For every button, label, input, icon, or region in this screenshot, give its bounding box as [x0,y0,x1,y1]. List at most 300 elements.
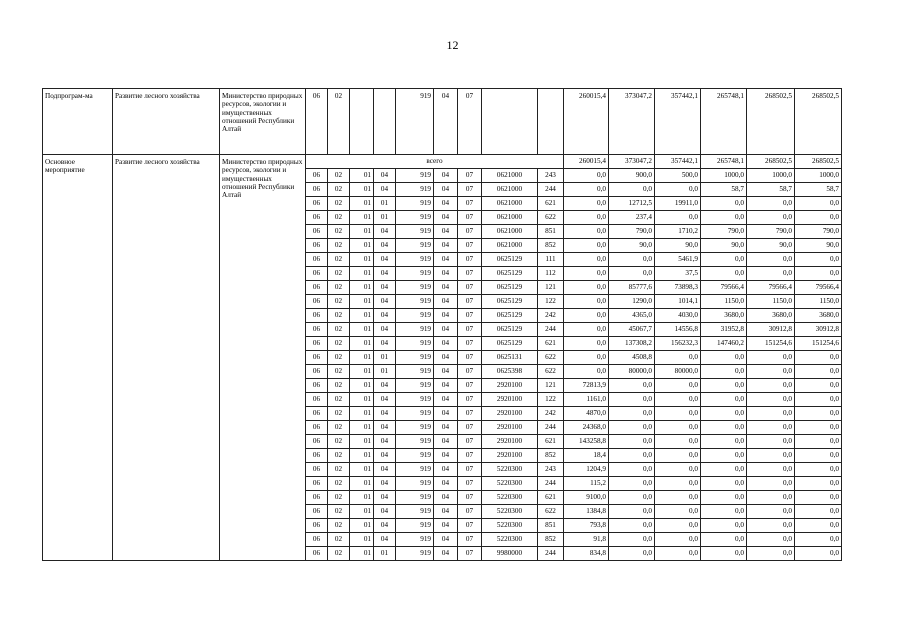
code-cell: 02 [328,519,350,533]
code-cell: 919 [396,463,434,477]
code-cell: 04 [434,491,458,505]
value-cell: 0,0 [747,533,795,547]
code-cell: 07 [458,407,482,421]
code-cell: 07 [458,183,482,197]
code-cell: 02 [328,393,350,407]
code-cell: 2920100 [482,407,538,421]
code-cell: 06 [306,463,328,477]
code-cell: 02 [328,533,350,547]
value-cell: 0,0 [795,365,842,379]
code-cell: 07 [458,365,482,379]
value-cell: 0,0 [795,267,842,281]
code-cell: 02 [328,197,350,211]
code-cell: 06 [306,505,328,519]
value-cell: 91,8 [564,533,609,547]
code-cell: 242 [538,309,564,323]
code-cell: 04 [374,505,396,519]
code-cell: 5220300 [482,491,538,505]
code-cell [350,89,374,155]
value-cell: 0,0 [701,253,747,267]
code-cell: 02 [328,379,350,393]
code-cell: 07 [458,337,482,351]
code-cell: 02 [328,365,350,379]
code-cell: 04 [434,89,458,155]
code-cell: 0621000 [482,239,538,253]
code-cell: 02 [328,491,350,505]
code-cell: 07 [458,89,482,155]
value-cell: 0,0 [795,477,842,491]
code-cell: 0625129 [482,253,538,267]
code-cell: 07 [458,197,482,211]
code-cell: 0621000 [482,211,538,225]
value-cell: 0,0 [701,407,747,421]
code-cell: 04 [374,379,396,393]
code-cell: 01 [350,393,374,407]
code-cell: 04 [374,309,396,323]
value-cell: 0,0 [564,267,609,281]
code-cell: 04 [374,253,396,267]
code-cell: 851 [538,519,564,533]
code-cell: 06 [306,337,328,351]
code-cell: 04 [434,351,458,365]
value-cell: 9100,0 [564,491,609,505]
code-cell: 01 [350,351,374,365]
code-cell: 01 [350,547,374,561]
code-cell: 07 [458,253,482,267]
code-cell: 0625131 [482,351,538,365]
code-cell: 04 [434,281,458,295]
value-cell: 24368,0 [564,421,609,435]
value-cell: 151254,6 [795,337,842,351]
value-cell: 0,0 [701,463,747,477]
value-cell: 500,0 [655,169,701,183]
code-cell: 2920100 [482,449,538,463]
code-cell: 01 [350,491,374,505]
code-cell: 621 [538,337,564,351]
value-cell: 0,0 [701,547,747,561]
value-cell: 0,0 [701,449,747,463]
value-cell: 0,0 [655,393,701,407]
value-cell: 58,7 [747,183,795,197]
code-cell: 622 [538,351,564,365]
value-cell: 0,0 [655,421,701,435]
code-cell: 07 [458,393,482,407]
code-cell: 04 [434,309,458,323]
value-cell: 0,0 [747,421,795,435]
code-cell: 04 [434,211,458,225]
code-cell: 0621000 [482,197,538,211]
value-cell: 790,0 [795,225,842,239]
code-cell: 01 [350,505,374,519]
code-cell: 2920100 [482,421,538,435]
value-cell: 0,0 [747,393,795,407]
value-cell: 5461,9 [655,253,701,267]
code-cell: 621 [538,197,564,211]
code-cell: 02 [328,281,350,295]
value-cell: 0,0 [609,505,655,519]
code-cell: 852 [538,449,564,463]
code-cell: 112 [538,267,564,281]
value-cell: 0,0 [609,253,655,267]
code-cell [538,89,564,155]
code-cell: 04 [434,393,458,407]
code-cell: 04 [434,169,458,183]
value-cell: 0,0 [747,519,795,533]
value-cell: 0,0 [655,449,701,463]
value-cell: 0,0 [655,351,701,365]
value-cell: 0,0 [655,407,701,421]
code-cell: 07 [458,351,482,365]
value-cell: 0,0 [564,365,609,379]
value-cell: 0,0 [609,519,655,533]
value-cell: 0,0 [747,379,795,393]
main-activity-total-row [43,155,842,169]
value-cell: 0,0 [747,505,795,519]
code-cell: 06 [306,533,328,547]
value-cell: 265748,1 [701,155,747,169]
code-cell: 244 [538,421,564,435]
code-cell: 2920100 [482,435,538,449]
value-cell: 0,0 [747,547,795,561]
code-cell: 07 [458,491,482,505]
value-cell: 80000,0 [655,365,701,379]
code-cell: 0621000 [482,169,538,183]
code-cell: 02 [328,421,350,435]
value-cell: 0,0 [795,533,842,547]
value-cell: 0,0 [701,267,747,281]
code-cell: 919 [396,435,434,449]
value-cell: 4030,0 [655,309,701,323]
value-cell: 1150,0 [701,295,747,309]
value-cell: 0,0 [701,519,747,533]
code-cell: 919 [396,225,434,239]
code-cell: 07 [458,169,482,183]
code-cell: 06 [306,547,328,561]
value-cell: 30912,8 [795,323,842,337]
code-cell: 04 [434,421,458,435]
value-cell: 0,0 [609,477,655,491]
code-cell: 919 [396,421,434,435]
subprogram-name-cell: Развитие лесного хозяйства [113,89,220,155]
value-cell: 0,0 [655,211,701,225]
code-cell: 621 [538,435,564,449]
code-cell: 04 [374,169,396,183]
value-cell: 90,0 [655,239,701,253]
code-cell: 0621000 [482,183,538,197]
value-cell: 0,0 [701,351,747,365]
code-cell: 5220300 [482,505,538,519]
value-cell: 0,0 [564,351,609,365]
value-cell: 3680,0 [795,309,842,323]
value-cell: 0,0 [795,491,842,505]
code-cell: 04 [374,239,396,253]
code-cell: 06 [306,295,328,309]
code-cell: 919 [396,89,434,155]
code-cell: 02 [328,267,350,281]
code-cell: 919 [396,533,434,547]
value-cell: 260015,4 [564,155,609,169]
code-cell: 0625129 [482,323,538,337]
value-cell: 14556,8 [655,323,701,337]
code-cell: 04 [434,449,458,463]
code-cell: 07 [458,421,482,435]
code-cell: 01 [350,169,374,183]
value-cell: 268502,5 [795,89,842,155]
value-cell: 147460,2 [701,337,747,351]
code-cell: 852 [538,533,564,547]
value-cell: 0,0 [564,225,609,239]
code-cell: 04 [374,323,396,337]
value-cell: 0,0 [747,253,795,267]
code-cell: 919 [396,365,434,379]
total-label-cell: всего [306,155,564,169]
code-cell: 01 [374,351,396,365]
code-cell: 04 [374,533,396,547]
value-cell: 0,0 [609,407,655,421]
value-cell: 0,0 [747,351,795,365]
code-cell: 06 [306,477,328,491]
code-cell: 111 [538,253,564,267]
value-cell: 0,0 [795,351,842,365]
value-cell: 1290,0 [609,295,655,309]
value-cell: 0,0 [795,393,842,407]
code-cell: 07 [458,323,482,337]
value-cell: 0,0 [701,505,747,519]
subprogram-executor-cell: Министерство природных ресурсов, экологии и имущественных отношений Республики Алтай [220,89,306,155]
code-cell: 01 [350,197,374,211]
value-cell: 237,4 [609,211,655,225]
value-cell: 0,0 [747,435,795,449]
code-cell: 01 [350,421,374,435]
code-cell: 07 [458,239,482,253]
value-cell: 143258,8 [564,435,609,449]
code-cell: 919 [396,323,434,337]
code-cell: 04 [434,267,458,281]
value-cell: 90,0 [701,239,747,253]
code-cell: 04 [434,505,458,519]
value-cell: 357442,1 [655,89,701,155]
code-cell: 01 [350,183,374,197]
code-cell: 919 [396,197,434,211]
code-cell: 919 [396,281,434,295]
code-cell: 919 [396,183,434,197]
code-cell: 04 [374,225,396,239]
value-cell: 30912,8 [747,323,795,337]
code-cell: 01 [350,519,374,533]
value-cell: 0,0 [747,267,795,281]
code-cell: 02 [328,225,350,239]
code-cell: 04 [434,477,458,491]
value-cell: 37,5 [655,267,701,281]
value-cell: 31952,8 [701,323,747,337]
code-cell: 0625129 [482,281,538,295]
code-cell: 5220300 [482,519,538,533]
value-cell: 0,0 [795,197,842,211]
code-cell: 06 [306,379,328,393]
code-cell: 02 [328,477,350,491]
value-cell: 1150,0 [795,295,842,309]
code-cell: 04 [434,323,458,337]
code-cell: 919 [396,449,434,463]
value-cell: 0,0 [701,197,747,211]
value-cell: 0,0 [701,393,747,407]
code-cell: 04 [434,183,458,197]
value-cell: 373047,2 [609,89,655,155]
code-cell: 06 [306,281,328,295]
value-cell: 0,0 [609,393,655,407]
code-cell: 04 [374,435,396,449]
code-cell: 04 [374,463,396,477]
code-cell: 06 [306,435,328,449]
value-cell: 79566,4 [795,281,842,295]
value-cell: 0,0 [655,519,701,533]
value-cell: 0,0 [795,421,842,435]
value-cell: 0,0 [564,239,609,253]
code-cell: 07 [458,547,482,561]
code-cell: 2920100 [482,379,538,393]
code-cell: 919 [396,547,434,561]
value-cell: 0,0 [609,533,655,547]
code-cell: 01 [350,295,374,309]
code-cell: 02 [328,295,350,309]
code-cell: 0625129 [482,309,538,323]
code-cell: 919 [396,239,434,253]
code-cell: 01 [350,407,374,421]
code-cell: 2920100 [482,393,538,407]
code-cell: 242 [538,407,564,421]
code-cell: 919 [396,337,434,351]
code-cell: 0625129 [482,295,538,309]
code-cell: 04 [434,435,458,449]
value-cell: 4870,0 [564,407,609,421]
code-cell [374,89,396,155]
code-cell: 04 [434,547,458,561]
code-cell: 06 [306,169,328,183]
value-cell: 0,0 [795,379,842,393]
code-cell: 01 [350,379,374,393]
code-cell: 01 [374,211,396,225]
code-cell: 04 [434,253,458,267]
code-cell: 244 [538,323,564,337]
value-cell: 0,0 [655,491,701,505]
value-cell: 1000,0 [795,169,842,183]
value-cell: 85777,6 [609,281,655,295]
code-cell: 06 [306,197,328,211]
value-cell: 1161,0 [564,393,609,407]
value-cell: 115,2 [564,477,609,491]
code-cell: 07 [458,379,482,393]
value-cell: 18,4 [564,449,609,463]
code-cell: 0625129 [482,267,538,281]
code-cell: 06 [306,519,328,533]
code-cell: 01 [350,253,374,267]
code-cell: 919 [396,477,434,491]
code-cell: 621 [538,491,564,505]
code-cell: 01 [350,477,374,491]
code-cell: 919 [396,211,434,225]
value-cell: 0,0 [701,421,747,435]
code-cell: 04 [434,239,458,253]
value-cell: 0,0 [609,379,655,393]
value-cell: 0,0 [564,197,609,211]
value-cell: 793,8 [564,519,609,533]
code-cell: 04 [434,519,458,533]
value-cell: 72813,9 [564,379,609,393]
value-cell: 0,0 [747,491,795,505]
code-cell: 04 [374,267,396,281]
code-cell: 0625129 [482,337,538,351]
code-cell [482,89,538,155]
value-cell: 4508,8 [609,351,655,365]
value-cell: 0,0 [655,463,701,477]
code-cell: 06 [306,365,328,379]
code-cell: 04 [374,407,396,421]
value-cell: 0,0 [609,183,655,197]
value-cell: 0,0 [747,463,795,477]
value-cell: 0,0 [609,491,655,505]
value-cell: 373047,2 [609,155,655,169]
code-cell: 01 [350,211,374,225]
code-cell: 04 [374,295,396,309]
code-cell: 02 [328,239,350,253]
code-cell: 01 [350,337,374,351]
value-cell: 0,0 [701,477,747,491]
code-cell: 01 [374,547,396,561]
value-cell: 900,0 [609,169,655,183]
value-cell: 0,0 [564,211,609,225]
code-cell: 04 [374,183,396,197]
code-cell: 02 [328,211,350,225]
code-cell: 04 [374,337,396,351]
value-cell: 0,0 [701,435,747,449]
code-cell: 04 [374,491,396,505]
value-cell: 156232,3 [655,337,701,351]
code-cell: 02 [328,183,350,197]
value-cell: 0,0 [795,519,842,533]
value-cell: 0,0 [564,309,609,323]
value-cell: 0,0 [609,421,655,435]
value-cell: 357442,1 [655,155,701,169]
code-cell: 02 [328,449,350,463]
code-cell: 06 [306,351,328,365]
value-cell: 0,0 [655,533,701,547]
value-cell: 0,0 [747,477,795,491]
value-cell: 58,7 [795,183,842,197]
code-cell: 0621000 [482,225,538,239]
value-cell: 90,0 [795,239,842,253]
code-cell: 04 [374,421,396,435]
value-cell: 1000,0 [701,169,747,183]
code-cell: 07 [458,435,482,449]
value-cell: 0,0 [609,267,655,281]
code-cell: 622 [538,211,564,225]
code-cell: 02 [328,351,350,365]
code-cell: 02 [328,89,350,155]
value-cell: 0,0 [609,463,655,477]
value-cell: 0,0 [747,407,795,421]
value-cell: 0,0 [795,253,842,267]
code-cell: 122 [538,295,564,309]
code-cell: 5220300 [482,533,538,547]
code-cell: 07 [458,463,482,477]
value-cell: 1014,1 [655,295,701,309]
code-cell: 244 [538,477,564,491]
code-cell: 5220300 [482,463,538,477]
code-cell: 919 [396,519,434,533]
code-cell: 07 [458,477,482,491]
activity-name-cell: Развитие лесного хозяйства [113,155,220,561]
code-cell: 07 [458,295,482,309]
